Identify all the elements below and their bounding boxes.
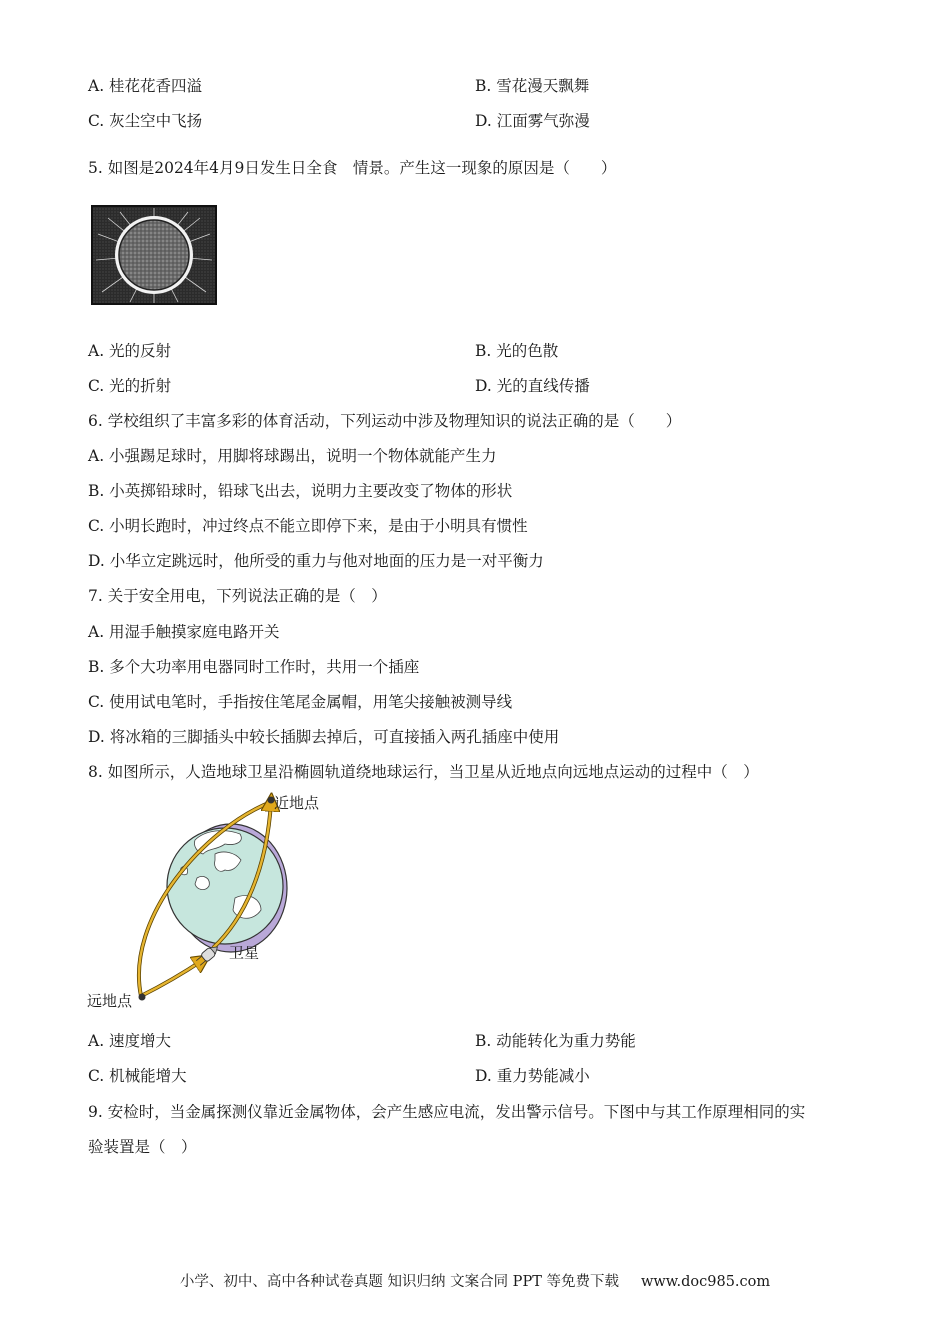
q8-option-b: B. 动能转化为重力势能: [475, 1032, 636, 1050]
q4-option-a: A. 桂花花香四溢: [88, 77, 203, 95]
footer-url[interactable]: www.doc985.com: [640, 1274, 771, 1290]
q5-option-d: D. 光的直线传播: [475, 377, 590, 395]
q5-option-c: C. 光的折射: [88, 377, 172, 395]
q7-option-d: D. 将冰箱的三脚插头中较长插脚去掉后，可直接插入两孔插座中使用: [88, 728, 560, 746]
q5-option-b: B. 光的色散: [475, 342, 559, 360]
q8-option-a: A. 速度增大: [88, 1032, 172, 1050]
q6-option-d: D. 小华立定跳远时，他所受的重力与他对地面的压力是一对平衡力: [88, 552, 544, 570]
footer-text: 小学、初中、高中各种试卷真题 知识归纳 文案合同 PPT 等免费下载: [179, 1274, 619, 1290]
q7-stem: 7. 关于安全用电，下列说法正确的是（ ）: [88, 587, 387, 605]
q8-option-d: D. 重力势能减小: [475, 1067, 590, 1085]
page-footer: [0, 1270, 950, 1291]
perigee-label: 近地点: [274, 794, 320, 812]
q6-option-a: A. 小强踢足球时，用脚将球踢出，说明一个物体就能产生力: [88, 447, 497, 465]
q5-stem: 5. 如图是2024年4月9日发生日全食 情景。产生这一现象的原因是（ ）: [88, 159, 617, 177]
q7-option-a: A. 用湿手触摸家庭电路开关: [88, 623, 280, 641]
q8-option-c: C. 机械能增大: [88, 1067, 187, 1085]
q5-option-a: A. 光的反射: [88, 342, 172, 360]
q8-stem: 8. 如图所示，人造地球卫星沿椭圆轨道绕地球运行，当卫星从近地点向远地点运动的过程中（ ）: [88, 763, 759, 781]
satellite-orbit-diagram: [85, 788, 345, 1016]
satellite-label: 卫星: [229, 944, 260, 962]
q6-option-b: B. 小英掷铅球时，铅球飞出去，说明力主要改变了物体的形状: [88, 482, 513, 500]
apogee-label: 远地点: [87, 992, 133, 1010]
q4-option-c: C. 灰尘空中飞扬: [88, 112, 203, 130]
q9-stem-line2: 验装置是（ ）: [88, 1138, 197, 1156]
q4-option-b: B. 雪花漫天飘舞: [475, 77, 590, 95]
q7-option-c: C. 使用试电笔时，手指按住笔尾金属帽，用笔尖接触被测导线: [88, 693, 513, 711]
q6-stem: 6. 学校组织了丰富多彩的体育活动，下列运动中涉及物理知识的说法正确的是（ ）: [88, 412, 682, 430]
q7-option-b: B. 多个大功率用电器同时工作时，共用一个插座: [88, 658, 420, 676]
solar-eclipse-image: [90, 204, 218, 306]
q4-option-d: D. 江面雾气弥漫: [475, 112, 590, 130]
q6-option-c: C. 小明长跑时，冲过终点不能立即停下来，是由于小明具有惯性: [88, 517, 528, 535]
q9-stem-line1: 9. 安检时，当金属探测仪靠近金属物体，会产生感应电流，发出警示信号。下图中与其工作原理相同的实: [88, 1103, 806, 1121]
apogee-dot: [139, 994, 146, 1001]
